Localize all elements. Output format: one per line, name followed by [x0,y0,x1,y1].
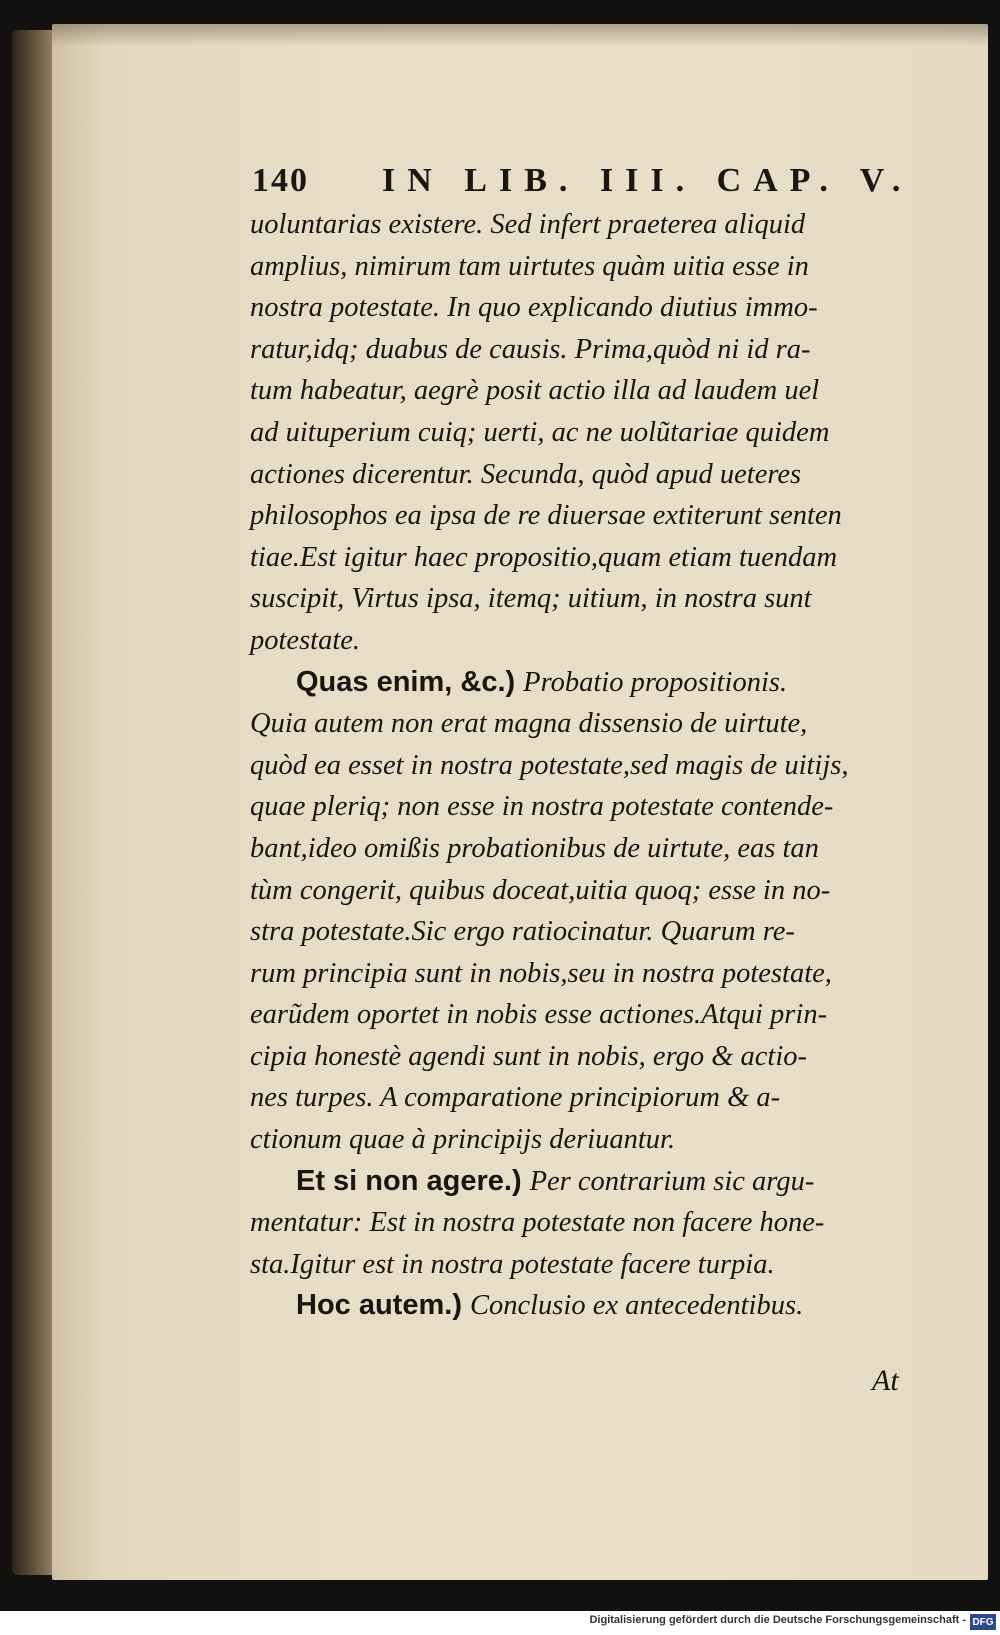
text-line [250,537,940,579]
line-text: Probatio propositionis. [523,666,788,698]
text-line [250,454,940,496]
text-line [250,745,940,787]
text-line [250,1036,940,1078]
text-line [250,620,940,662]
lemma: Et si non agere.) [296,1164,522,1197]
text-line [250,287,940,329]
line-text: nostra potestate. In quo explicando diutius immo- [250,292,818,324]
text-line [250,1077,940,1119]
text-line [250,329,940,371]
line-text: tiae.Est igitur haec propositio,quam etiam tuendam [250,541,838,573]
text-line [250,786,940,828]
text-line [250,911,940,953]
line-text: uoluntarias existere. Sed infert praeterea aliquid [250,209,806,240]
text-line [250,412,940,454]
line-text: amplius, nimirum tam uirtutes quàm uitia esse in [250,250,809,282]
catchword: At [872,1364,899,1397]
text-line [250,1202,940,1244]
text-line [250,703,940,745]
line-text: Per contrarium sic argu- [529,1165,815,1197]
line-text: Quia autem non erat magna dissensio de uirtute, [250,708,808,740]
page-number: 140 [252,162,309,199]
line-text: actiones dicerentur. Secunda, quòd apud ueteres [250,458,802,490]
line-text: earũdem oportet in nobis esse actiones.Atqui prin- [250,999,828,1031]
line-text: ratur,idq; duabus de causis. Prima,quòd ni id ra- [250,333,811,365]
body-text [250,204,940,1327]
text-line [250,1244,940,1286]
line-text: nes turpes. A comparatione principiorum & a- [250,1082,781,1114]
dfg-logo: DFG [970,1614,996,1630]
funding-credit: Digitalisierung gefördert durch die Deutsche Forschungsgemeinschaft - [589,1614,966,1626]
running-title: IN LIB. III. CAP. V. [382,162,913,199]
lemma: Quas enim, &c.) [296,665,516,698]
text-line [250,953,940,995]
text-line [250,204,940,246]
text-line [250,370,940,412]
line-text: mentatur: Est in nostra potestate non facere hone- [250,1207,825,1239]
text-line [250,495,940,537]
lemma-line [250,1161,940,1203]
line-text: philosophos ea ipsa de re diuersae extiterunt senten [250,500,842,532]
page-shadow [52,24,988,46]
line-text: ctionum quae à principijs deriuantur. [250,1124,676,1156]
line-text: ad uituperium cuiq; uerti, ac ne uolũtariae quidem [250,416,830,448]
lemma-line [250,1285,940,1327]
line-text: tùm congerit, quibus doceat,uitia quoq; esse in no- [250,874,831,906]
text-line [250,828,940,870]
line-text: potestate. [250,624,361,656]
line-text: quòd ea esset in nostra potestate,sed magis de uitijs, [250,749,849,781]
text-line [250,578,940,620]
line-text: tum habeatur, aegrè posit actio illa ad laudem uel [250,375,820,407]
text-line [250,1119,940,1161]
line-text: rum principia sunt in nobis,seu in nostra potestate, [250,957,832,989]
lemma-line [250,662,940,704]
line-text: sta.Igitur est in nostra potestate facere turpia. [250,1248,775,1280]
line-text: quae pleriq; non esse in nostra potestate contende- [250,791,834,823]
text-line [250,246,940,288]
line-text: suscipit, Virtus ipsa, itemq; uitium, in nostra sunt [250,583,812,615]
line-text: bant,ideo omißis probationibus de uirtute, eas tan [250,832,819,864]
line-text: stra potestate.Sic ergo ratiocinatur. Quarum re- [250,916,795,948]
line-text: Conclusio ex antecedentibus. [469,1290,804,1322]
lemma: Hoc autem.) [296,1289,462,1322]
text-line [250,994,940,1036]
digitization-footer [0,1611,1000,1635]
text-line [250,870,940,912]
line-text: cipia honestè agendi sunt in nobis, ergo & actio- [250,1040,808,1072]
